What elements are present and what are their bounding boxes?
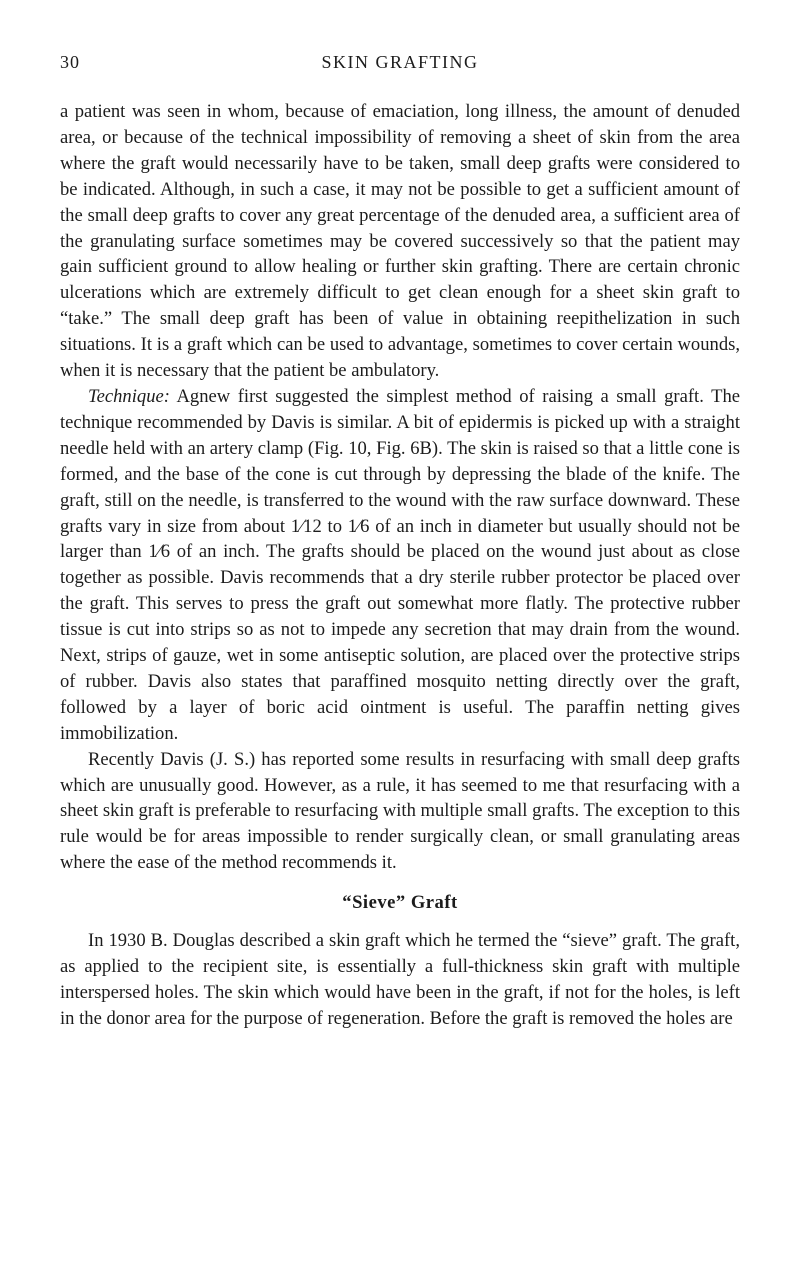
paragraph-technique — [60, 384, 740, 747]
paragraph-davis-results: Recently Davis (J. S.) has reported some results in resurfacing with small deep grafts which are unusually good. However, as a rule, it has seemed to me that resurfacing with a sheet skin graft is preferable to resurfacing with multiple small grafts. The exception to this rule would be for areas impossible to render surgically clean, or small granulating areas where the ease of the method recommends it. — [60, 748, 740, 874]
running-title: SKIN GRAFTING — [321, 52, 479, 72]
book-page — [60, 0, 740, 1285]
paragraph-continuation: a patient was seen in whom, because of emaciation, long illness, the amount of denuded area, or because of the technical impossibility of removing a sheet of skin from the area where the graft would necessarily have to be taken, small deep grafts were considered to be indicated. Although, in such a case, it may not be possible to get a sufficient amount of the small deep grafts to cover any great percentage of the denuded area, a sufficient area of the granulating surface sometimes may be covered successively so that the patient may gain sufficient ground to allow healing or further skin grafting. There are certain chronic ulcerations which are extremely difficult to get clean enough for a sheet skin graft to “take.” The small deep graft has been of value in obtaining reepithelization in such situations. It is a graft which can be used to advantage, sometimes to cover certain wounds, when it is necessary that the patient be ambulatory. — [60, 101, 740, 382]
paragraph-sieve-graft: In 1930 B. Douglas described a skin graft which he termed the “sieve” graft. The graft, as applied to the recipient site, is essentially a full-thickness skin graft with multiple interspersed holes. The skin which would have been in the graft, if not for the holes, is left in the donor area for the purpose of regeneration. Before the graft is removed the holes are — [60, 930, 740, 1029]
technique-text: Agnew first suggested the simplest method of raising a small graft. The technique recommended by Davis is similar. A bit of epidermis is picked up with a straight needle held with an artery clamp (Fig. 10, Fig. 6B). The skin is raised so that a little cone is formed, and the base of the cone is cut through by depressing the blade of the knife. The graft, still on the needle, is transferred to the wound with the raw surface downward. These grafts vary in size from about 1⁄12 to 1⁄6 of an inch in diameter but usually should not be larger than 1⁄6 of an inch. The grafts should be placed on the wound just about as close together as possible. Davis recommends that a dry sterile rubber protector be placed over the graft. This serves to press the graft out somewhat more flatly. The protective rubber tissue is cut into strips so as not to impede any secretion that may drain from the wound. Next, strips of gauze, wet in some antiseptic solution, are placed over the protective strips of rubber. Davis also states that paraffined mosquito netting directly over the graft, followed by a layer of boric acid ointment is useful. The paraffin netting gives immobilization. — [60, 385, 740, 744]
running-head — [60, 52, 740, 76]
technique-label: Technique: — [88, 385, 170, 407]
body-text — [60, 99, 740, 1032]
page-number: 30 — [60, 52, 80, 72]
section-heading-sieve-graft: “Sieve” Graft — [342, 892, 458, 914]
